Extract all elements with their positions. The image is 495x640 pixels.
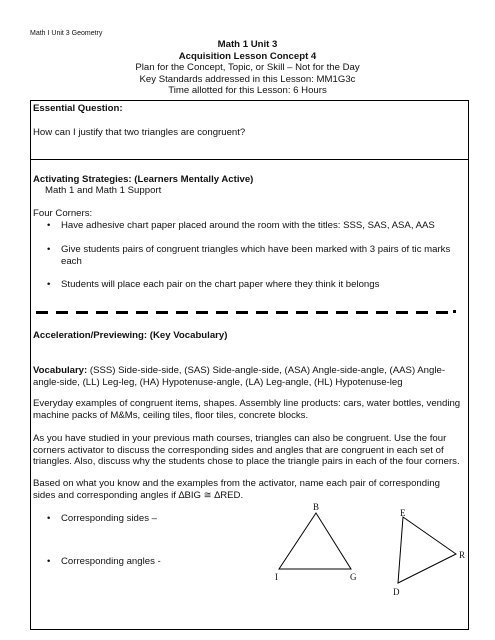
running-head: Math I Unit 3 Geometry <box>30 30 103 37</box>
time-allotted: Time allotted for this Lesson: 6 Hours <box>168 85 327 97</box>
triangle-big <box>279 513 351 569</box>
lesson-title: Acquisition Lesson Concept 4 <box>178 50 317 62</box>
unit-title: Math 1 Unit 3 <box>217 39 278 50</box>
vertex-label-d: D <box>393 587 400 597</box>
congruence-paragraph: As you have studied in your previous math courses, triangles can also be congruent. Use the four corners activator to discuss the corresponding sides and angles that are congruent in each set of triangles. Also, discuss why the students chose to place the triangle pairs in each of the four corners. <box>33 433 460 468</box>
vocabulary-paragraph <box>33 365 463 388</box>
acceleration-heading: Acceleration/Previewing: (Key Vocabulary) <box>33 330 228 341</box>
vertex-label-g: G <box>350 572 357 582</box>
triangle-red <box>398 517 456 583</box>
vertex-label-b: B <box>313 502 320 512</box>
list-item: • Corresponding angles - <box>47 556 161 567</box>
activating-subheading: Math 1 and Math 1 Support <box>45 185 162 196</box>
essential-question-text: How can I justify that two triangles are congruent? <box>33 127 246 138</box>
vocabulary-label: Vocabulary: <box>33 365 88 376</box>
key-standards: Key Standards addressed in this Lesson: MM1G3c <box>139 73 356 85</box>
bullet-icon: • <box>47 220 51 231</box>
list-item: • Corresponding sides – <box>47 513 157 524</box>
list-item: • Students will place each pair on the chart paper where they think it belongs <box>47 279 380 290</box>
vertex-label-i: I <box>275 572 278 582</box>
corresponding-prompt: Based on what you know and the examples from the activator, name each pair of corresponding sides and corresponding angles if ∆BIG ≅ ∆RED. <box>33 478 440 501</box>
four-corners-label: Four Corners: <box>33 208 93 219</box>
lesson-title-block <box>0 39 495 97</box>
dashed-divider <box>36 311 456 314</box>
triangle-big-figure <box>270 505 360 575</box>
list-item: • Have adhesive chart paper placed around the room with the titles: SSS, SAS, ASA, AAS <box>47 220 435 231</box>
bullet-icon: • <box>47 244 51 255</box>
examples-paragraph: Everyday examples of congruent items, shapes. Assembly line products: cars, water bottles, vending machine packs of M&Ms, ceiling tiles, floor tiles, concrete blocks. <box>33 398 461 421</box>
triangle-red-figure <box>385 505 465 595</box>
plan-note: Plan for the Concept, Topic, or Skill – Not for the Day <box>135 62 360 74</box>
vertex-label-e: E <box>400 508 406 518</box>
list-item: • Give students pairs of congruent triangles which have been marked with 3 pairs of tic marks each <box>47 244 451 267</box>
bullet-icon: • <box>47 513 51 524</box>
activating-heading: Activating Strategies: (Learners Mentally Active) <box>33 174 254 185</box>
bullet-icon: • <box>47 556 51 567</box>
divider-end-dot <box>453 310 456 313</box>
vertex-label-r: R <box>459 550 466 560</box>
vocabulary-text: (SSS) Side-side-side, (SAS) Side-angle-side, (ASA) Angle-side-angle, (AAS) Angle-angle-side, (LL) Leg-leg, (HA) Hypotenuse-angle, (LA) Leg-angle, (HL) Hypotenuse-leg <box>33 365 446 388</box>
bullet-icon: • <box>47 279 51 290</box>
essential-question-heading: Essential Question: <box>33 103 123 114</box>
